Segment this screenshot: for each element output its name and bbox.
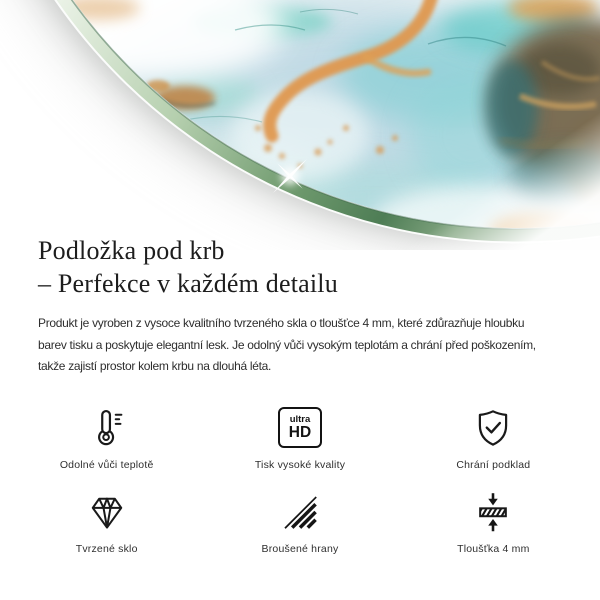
feature-protects-surface bbox=[397, 405, 590, 471]
diamond-icon bbox=[85, 489, 129, 535]
page-title-line2: – Perfekce v každém detailu bbox=[38, 269, 338, 298]
ultra-hd-icon bbox=[278, 405, 322, 451]
description-line: takže zajistí prostor kolem krbu na dlouhá léta. bbox=[38, 359, 272, 373]
feature-label: Tvrzené sklo bbox=[75, 542, 138, 555]
ultra-hd-icon-text-top: ultra bbox=[289, 413, 311, 425]
description-line: barev tisku a poskytuje elegantní lesk. Je odolný vůči vysokým teplotám a chrání před poškozením, bbox=[38, 337, 536, 352]
feature-label: Odolné vůči teplotě bbox=[59, 458, 154, 471]
feature-polished-edges bbox=[203, 489, 396, 555]
feature-label: Chrání podklad bbox=[456, 458, 531, 471]
feature-print-quality bbox=[203, 405, 396, 471]
feature-label: Broušené hrany bbox=[261, 542, 339, 555]
feature-tempered-glass bbox=[10, 489, 203, 555]
feature-label: Tisk vysoké kvality bbox=[254, 458, 346, 471]
product-description bbox=[38, 313, 562, 378]
page-title-line1: Podložka pod krb bbox=[38, 236, 225, 265]
feature-thickness bbox=[397, 489, 590, 555]
thermometer-icon bbox=[85, 405, 129, 451]
shield-check-icon bbox=[471, 405, 515, 451]
ultra-hd-icon-text-bottom: HD bbox=[288, 424, 312, 441]
thickness-icon bbox=[471, 489, 515, 535]
feature-label: Tloušťka 4 mm bbox=[457, 542, 530, 555]
feature-grid bbox=[0, 405, 600, 555]
description-line: Produkt je vyroben z vysoce kvalitního tvrzeného skla o tloušťce 4 mm, které zdůrazňuje hloubku bbox=[38, 316, 525, 330]
feature-heat-resistant bbox=[10, 405, 203, 471]
page-title bbox=[38, 234, 562, 300]
beveled-edges-icon bbox=[278, 489, 322, 535]
